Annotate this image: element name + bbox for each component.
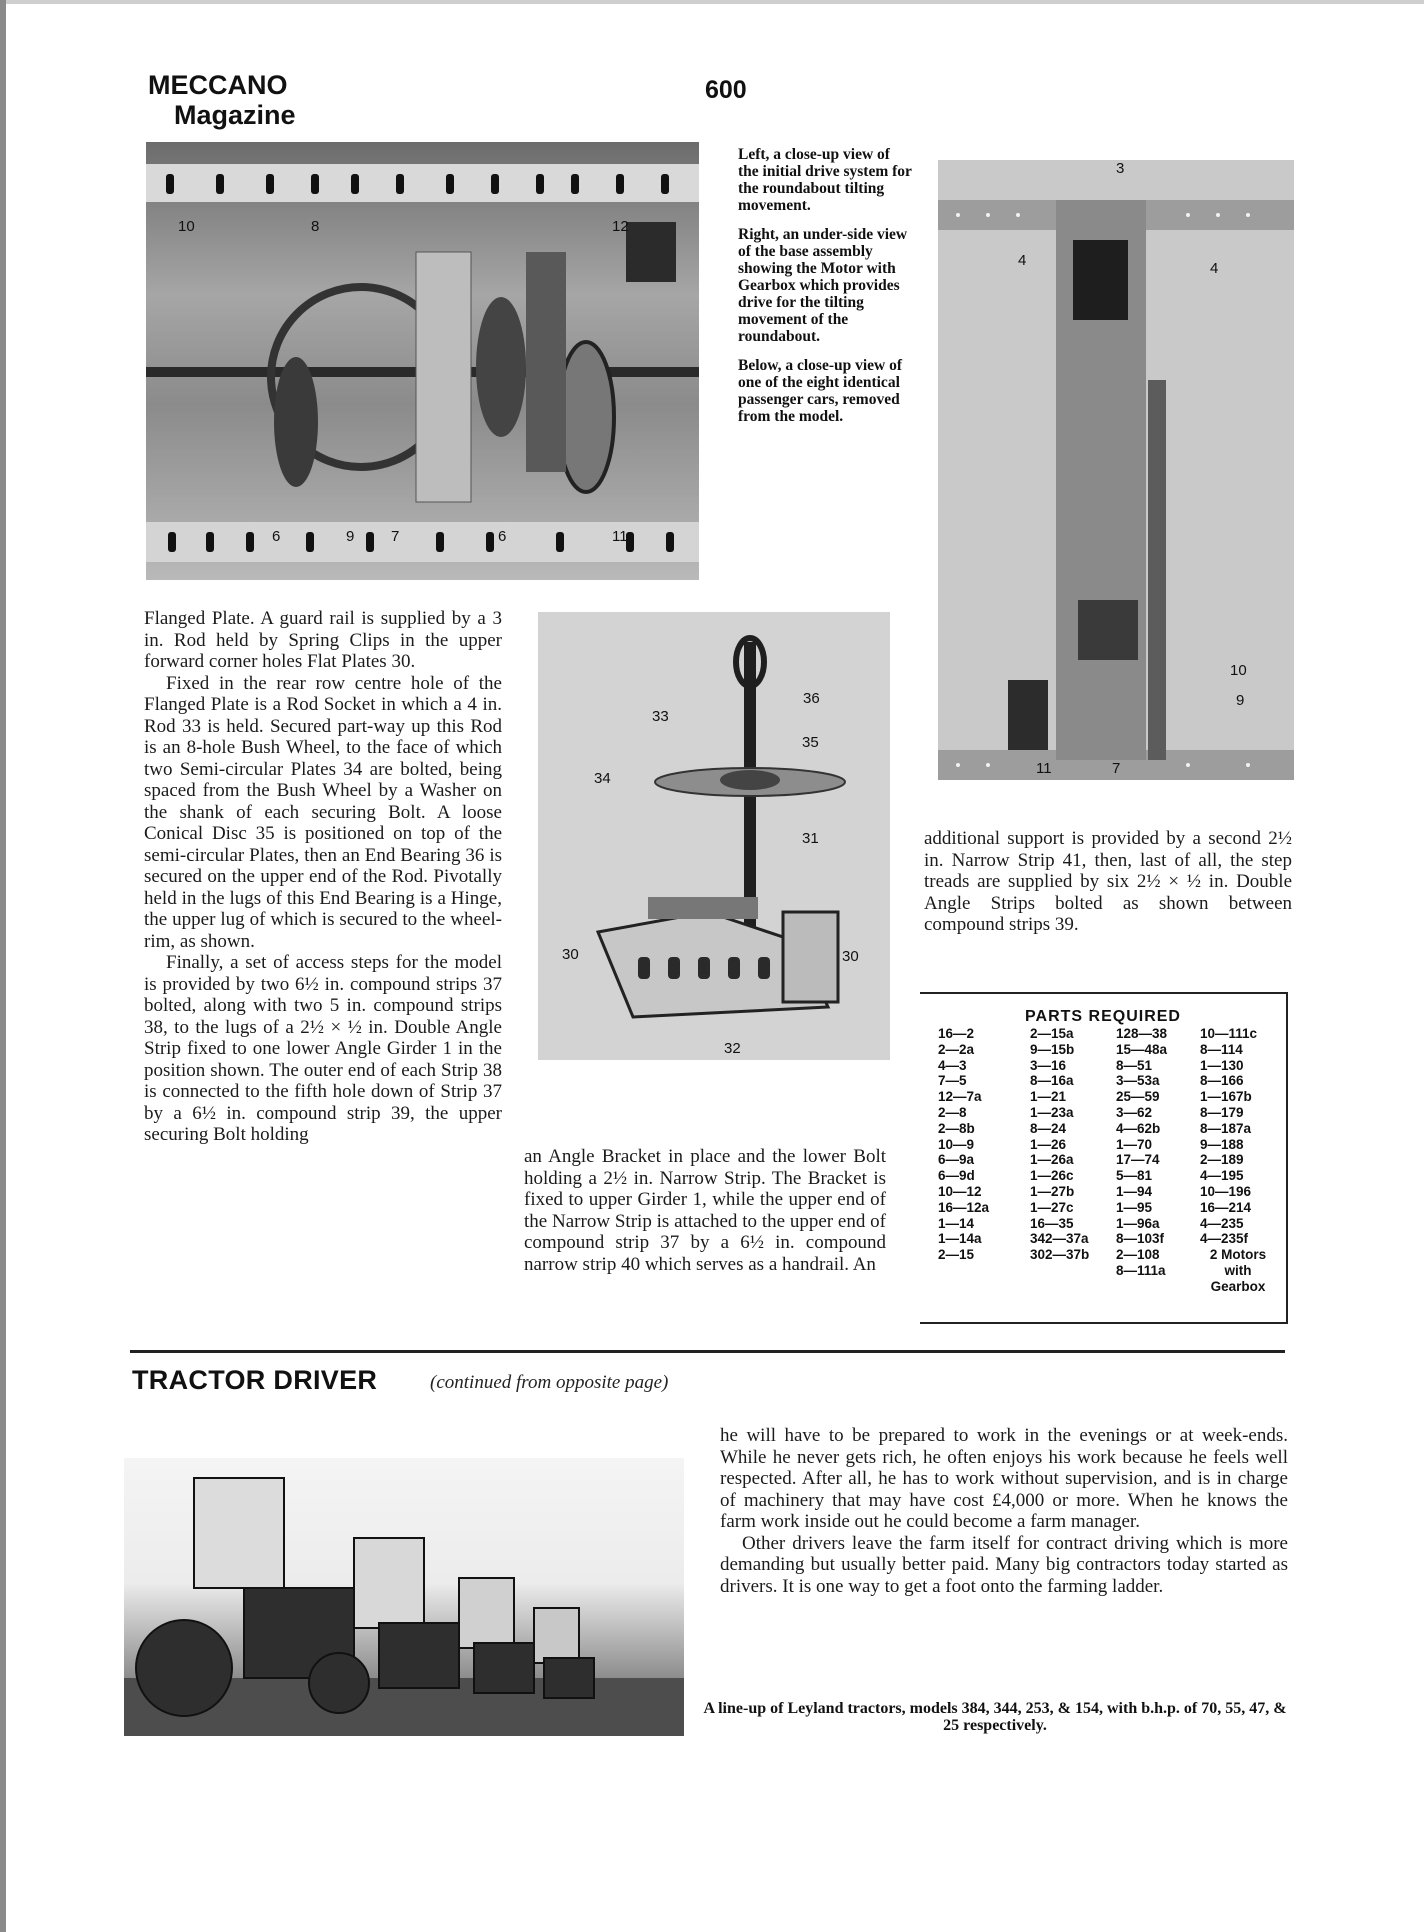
callout-9-base: 9 [1236,692,1245,709]
page-number: 600 [705,76,747,104]
callout-11-base: 11 [1036,760,1052,777]
parts-column-3 [1116,1026,1167,1279]
section-heading: TRACTOR DRIVER [132,1365,378,1395]
callout-7-base: 7 [1112,760,1121,777]
base-assembly-illustration [938,160,1294,780]
tractor-lineup-illustration [124,1458,684,1736]
parts-entry: 3—62 [1116,1104,1153,1120]
callout-30-right: 30 [842,948,859,965]
parts-entry: 1—94 [1116,1183,1153,1199]
parts-entry: 2—2a [938,1041,975,1057]
parts-entry: 16—35 [1030,1215,1074,1231]
parts-entry: 12—7a [938,1089,982,1105]
parts-entry: 4—235 [1200,1215,1244,1231]
parts-entry: 4—195 [1200,1168,1244,1184]
callout-8: 8 [311,218,320,235]
article-column-1 [144,608,502,1146]
passenger-car-illustration [538,612,890,1060]
article-paragraph: an Angle Bracket in place and the lower Bolt holding a 2½ in. Narrow Strip. The Bracket is fixed to upper Girder 1, while the upper end of the Narrow Strip is attached to the upper end of compound strip 37 by a 6½ in. compound narrow strip 40 which serves as a handrail. An [524,1146,886,1275]
parts-entry: 6—9a [938,1152,975,1168]
parts-entry: 10—196 [1200,1183,1252,1199]
parts-entry: 2—8 [938,1104,967,1120]
parts-entry: 128—38 [1116,1026,1168,1041]
base-assembly-photo [938,160,1294,780]
parts-entry: 3—53a [1116,1073,1160,1089]
page-top-edge [0,0,1424,4]
callout-4-left: 4 [1018,252,1027,269]
callout-6b: 6 [498,528,507,545]
parts-entry: 9—15b [1030,1041,1075,1057]
parts-entry: with [1224,1262,1252,1278]
callout-12: 12 [612,218,629,235]
callout-11: 11 [612,528,628,545]
tractor-text [720,1425,1288,1597]
parts-entry: 6—9d [938,1168,975,1184]
parts-required-table [920,992,1288,1324]
parts-column-4 [1200,1026,1276,1295]
callout-36: 36 [803,690,820,707]
parts-entry: 8—114 [1200,1041,1243,1057]
parts-entry: 8—179 [1200,1104,1244,1120]
parts-entry: 1—26 [1030,1136,1067,1152]
masthead [148,70,296,130]
tractor-photo-caption: A line-up of Leyland tractors, models 384, 344, 253, & 154, with b.h.p. of 70, 55, 47, & 25 respectively. [703,1700,1287,1734]
caption-right: Right, an under-side view of the base assembly showing the Motor with Gearbox which provides drive for the tilting movement of the roundabout. [738,226,908,345]
article-column-2 [524,1146,886,1275]
drive-system-illustration [146,142,699,580]
caption-left: Left, a close-up view of the initial drive system for the roundabout tilting movement. [738,146,912,214]
caption-below: Below, a close-up view of one of the eight identical passenger cars, removed from the model. [738,357,903,425]
parts-entry: 5—81 [1116,1168,1153,1184]
callout-30-left: 30 [562,946,579,963]
section-subheading: (continued from opposite page) [430,1372,669,1393]
article-paragraph: additional support is provided by a second 2½ in. Narrow Strip 41, then, last of all, the step treads are supplied by six 2½ × ½ in. Double Angle Strips bolted as shown between compound strips 39. [924,828,1292,935]
parts-entry: 1—130 [1200,1057,1244,1073]
parts-entry: 1—96a [1116,1215,1160,1231]
parts-entry: 1—14 [938,1215,975,1231]
masthead-title: MECCANO [148,70,288,100]
passenger-car-photo [538,612,890,1060]
callout-32: 32 [724,1040,741,1057]
parts-entry: 4—235f [1200,1231,1249,1247]
masthead-subtitle: Magazine [174,100,296,130]
parts-column-1 [938,1026,989,1263]
article-column-3 [924,828,1292,936]
parts-entry: 8—16a [1030,1073,1074,1089]
parts-entry: 1—23a [1030,1104,1074,1120]
photo-captions [738,146,914,437]
parts-entry: 16—2 [938,1026,975,1041]
parts-entry: 302—37b [1030,1247,1090,1263]
callout-10: 10 [178,218,195,235]
parts-entry: 8—187a [1200,1120,1252,1136]
parts-entry: 3—16 [1030,1057,1067,1073]
parts-entry: 4—3 [938,1057,967,1073]
parts-entry: 10—12 [938,1183,982,1199]
callout-9: 9 [346,528,355,545]
callout-4-right: 4 [1210,260,1219,277]
parts-entry: 2—108 [1116,1247,1160,1263]
callout-7: 7 [391,528,400,545]
parts-required-title: PARTS REQUIRED [1025,1008,1181,1025]
parts-entry: 1—21 [1030,1089,1067,1105]
callout-34: 34 [594,770,611,787]
parts-entry: 1—95 [1116,1199,1153,1215]
parts-entry: 2—15a [1030,1026,1074,1041]
tractor-lineup-photo [124,1458,684,1736]
parts-entry: 9—188 [1200,1136,1244,1152]
parts-entry: 15—48a [1116,1041,1168,1057]
callout-3: 3 [1116,160,1125,177]
parts-entry: 1—14a [938,1231,982,1247]
parts-entry: 16—214 [1200,1199,1252,1215]
callout-35: 35 [802,734,819,751]
parts-entry: 2 Motors [1209,1247,1267,1263]
parts-entry: 8—51 [1116,1057,1153,1073]
parts-entry: 4—62b [1116,1120,1161,1136]
article-paragraph: Fixed in the rear row centre hole of the Flanged Plate is a Rod Socket in which a 4 in. Rod 33 is held. Secured part-way up this Rod is an 8-hole Bush Wheel, to the face of which two Semi-circular Plates 34 are bolted, being spaced from the Bush Wheel by a Washer on the shank of each securing Bolt. A loose Conical Disc 35 is positioned on top of the semi-circular Plates, then an End Bearing 36 is secured on the upper end of the Rod. Pivotally held in the lugs of this End Bearing is a Hinge, the upper lug of which is secured to the wheel-rim, as shown. [144,672,502,952]
parts-entry: 1—70 [1116,1136,1153,1152]
parts-entry: Gearbox [1210,1278,1266,1294]
callout-6a: 6 [272,528,281,545]
tractor-paragraph: he will have to be prepared to work in the evenings or at week-ends. While he never gets rich, he often enjoys his work because he feels well respected. After all, he has to work without supervision, and is in charge of machinery that may have cost £4,000 or more. When he knows the farm work inside out he could become a farm manager. [720,1425,1288,1532]
callout-31: 31 [802,830,819,847]
drive-system-photo [146,142,699,580]
parts-entry: 7—5 [938,1073,967,1089]
parts-column-2 [1030,1026,1089,1263]
parts-entry: 16—12a [938,1199,990,1215]
parts-entry: 342—37a [1030,1231,1089,1247]
parts-entry: 10—111c [1200,1026,1258,1041]
parts-entry: 2—15 [938,1247,975,1263]
parts-entry: 10—9 [938,1136,975,1152]
parts-entry: 1—26c [1030,1168,1074,1184]
callout-10-base: 10 [1230,662,1247,679]
section-divider [130,1350,1285,1353]
parts-entry: 2—189 [1200,1152,1244,1168]
parts-entry: 1—27b [1030,1183,1075,1199]
page-binding-edge [0,0,6,1932]
parts-entry: 8—166 [1200,1073,1244,1089]
article-paragraph: Finally, a set of access steps for the model is provided by two 6½ in. compound strips 37 bolted, along with two 5 in. compound strips 38, to the lugs of a 2½ × ½ in. Double Angle Strip fixed to one lower Angle Girder 1 in the position shown. The outer end of each Strip 38 is connected to the fifth hole down of Strip 37 by a 6½ in. compound strip 39, the upper securing Bolt holding [144,952,502,1145]
parts-entry: 2—8b [938,1120,975,1136]
article-paragraph: Flanged Plate. A guard rail is supplied by a 3 in. Rod held by Spring Clips in the upper forward corner holes Flat Plates 30. [144,608,502,672]
parts-entry: 8—103f [1116,1231,1165,1247]
parts-entry: 8—111a [1116,1262,1166,1278]
parts-entry: 1—167b [1200,1089,1252,1105]
parts-entry: 17—74 [1116,1152,1160,1168]
parts-entry: 1—26a [1030,1152,1074,1168]
parts-entry: 8—24 [1030,1120,1067,1136]
parts-entry: 1—27c [1030,1199,1074,1215]
callout-33: 33 [652,708,669,725]
tractor-paragraph: Other drivers leave the farm itself for contract driving which is more demanding but usually better paid. Many big contractors today started as drivers. It is one way to get a foot onto the farming ladder. [720,1532,1288,1597]
parts-entry: 25—59 [1116,1089,1160,1105]
